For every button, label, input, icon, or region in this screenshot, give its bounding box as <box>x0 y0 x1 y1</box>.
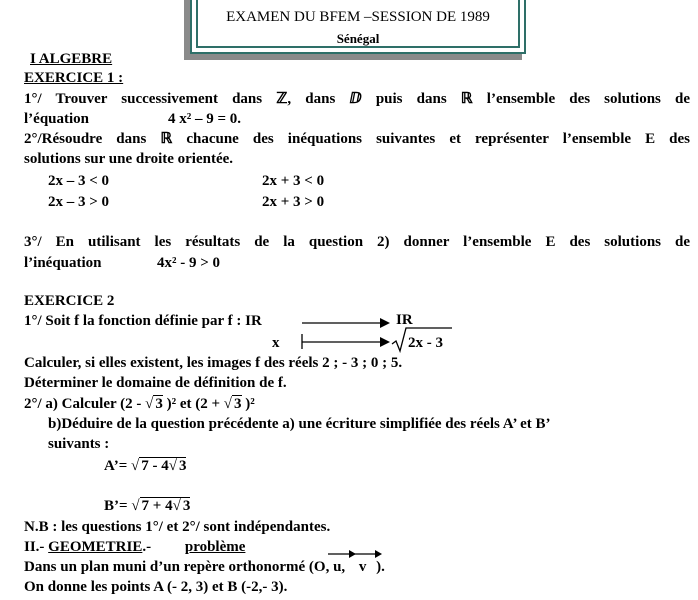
sqrt-symbol: √ <box>145 396 154 412</box>
q2a-prefix: 2°/ a) Calculer (2 - <box>24 396 142 412</box>
nb-note: N.B : les questions 1°/ et 2°/ sont indépendantes. <box>24 519 331 535</box>
vector-v-letter: v <box>358 559 367 575</box>
ex1-q2-line1: 2°/Résoudre dans ℝ chacune des inéquations suivantes et représenter l’ensemble E des <box>24 131 690 147</box>
sqrt-radicand: 3 <box>155 396 163 412</box>
geometry-line1-end: ). <box>376 559 385 575</box>
exercise1-title: EXERCICE 1 : <box>24 70 124 86</box>
probleme-label: problème <box>184 539 246 555</box>
inequation-3: 2x – 3 > 0 <box>48 194 110 210</box>
codomain-label: IR <box>396 312 413 328</box>
sqrt-symbol: √ <box>168 458 177 474</box>
q2a-mid: )² et (2 + <box>166 396 221 412</box>
ex2-q2a-line <box>24 395 255 413</box>
geometry-heading: GEOMETRIE <box>48 539 143 555</box>
q2a-end: )² <box>245 396 255 412</box>
inner-radicand: 3 <box>182 498 191 514</box>
ex1-q3-line1: 3°/ En utilisant les résultats de la question 2) donner l’ensemble E des solutions de <box>24 234 690 250</box>
variable-x: x <box>272 335 280 351</box>
exercise2-title: EXERCICE 2 <box>24 293 115 309</box>
sqrt-radicand <box>140 497 191 514</box>
sqrt-symbol: √ <box>223 396 233 412</box>
inequation-1: 2x – 3 < 0 <box>48 173 110 189</box>
vector-v <box>359 558 367 576</box>
A-prime-expression <box>104 457 186 475</box>
vector-arrow-icon <box>353 549 383 559</box>
vector-u: u, <box>333 558 345 576</box>
ex2-domain-line: Déterminer le domaine de définition de f. <box>24 375 287 391</box>
ex1-q2-line2: solutions sur une droite orientée. <box>24 151 234 167</box>
sqrt-symbol: √ <box>131 498 140 514</box>
inner-radicand: 3 <box>178 458 187 474</box>
A-prime-label: A’= <box>104 458 128 474</box>
sqrt-symbol: √ <box>172 498 181 514</box>
geometry-line1-start: Dans un plan muni d’un repère orthonormé (O, <box>24 559 330 575</box>
exam-subtitle: Sénégal <box>336 31 380 46</box>
sqrt-radicand: 3 <box>234 396 242 412</box>
geometry-line1 <box>24 558 385 576</box>
exam-title: EXAMEN DU BFEM –SESSION DE 1989 <box>226 9 490 25</box>
ex1-q3-line2-label: l’inéquation <box>24 255 102 271</box>
ex2-q2b-line1: b)Déduire de la question précédente a) une écriture simplifiée des réels A’ et B’ <box>48 416 551 432</box>
ex2-q1-text: 1°/ Soit f la fonction définie par f : IR <box>24 313 262 329</box>
radicand-text: 7 - 4 <box>141 458 169 474</box>
inequation-2: 2x + 3 < 0 <box>262 173 325 189</box>
inequation-4: 2x + 3 > 0 <box>262 194 325 210</box>
geometry-dot: .- <box>142 539 152 555</box>
geometry-heading-line <box>24 538 245 556</box>
geometry-line2: On donne les points A (- 2, 3) et B (-2,- 3). <box>24 579 288 595</box>
radicand-text: 7 + 4 <box>141 498 173 514</box>
vector-u-letter: u <box>333 559 342 575</box>
ex1-q1-line1: 1°/ Trouver successivement dans ℤ, dans ⅅ puis dans ℝ l’ensemble des solutions de <box>24 91 690 107</box>
sqrt-radicand <box>139 457 186 474</box>
ex1-q1-line2-label: l’équation <box>24 111 90 127</box>
ex1-q1-equation: 4 x² – 9 = 0. <box>168 111 242 127</box>
geometry-prefix: II.- <box>24 539 45 555</box>
function-image-expression: 2x - 3 <box>408 335 443 351</box>
ex2-calc-line: Calculer, si elles existent, les images f des réels 2 ; - 3 ; 0 ; 5. <box>24 355 403 371</box>
B-prime-label: B’= <box>104 498 128 514</box>
ex1-q3-equation: 4x² - 9 > 0 <box>157 255 221 271</box>
section-heading-algebre: I ALGEBRE <box>30 51 113 67</box>
sqrt-symbol: √ <box>131 458 140 474</box>
ex2-q2b-line2: suivants : <box>48 436 110 452</box>
B-prime-expression <box>104 497 190 515</box>
